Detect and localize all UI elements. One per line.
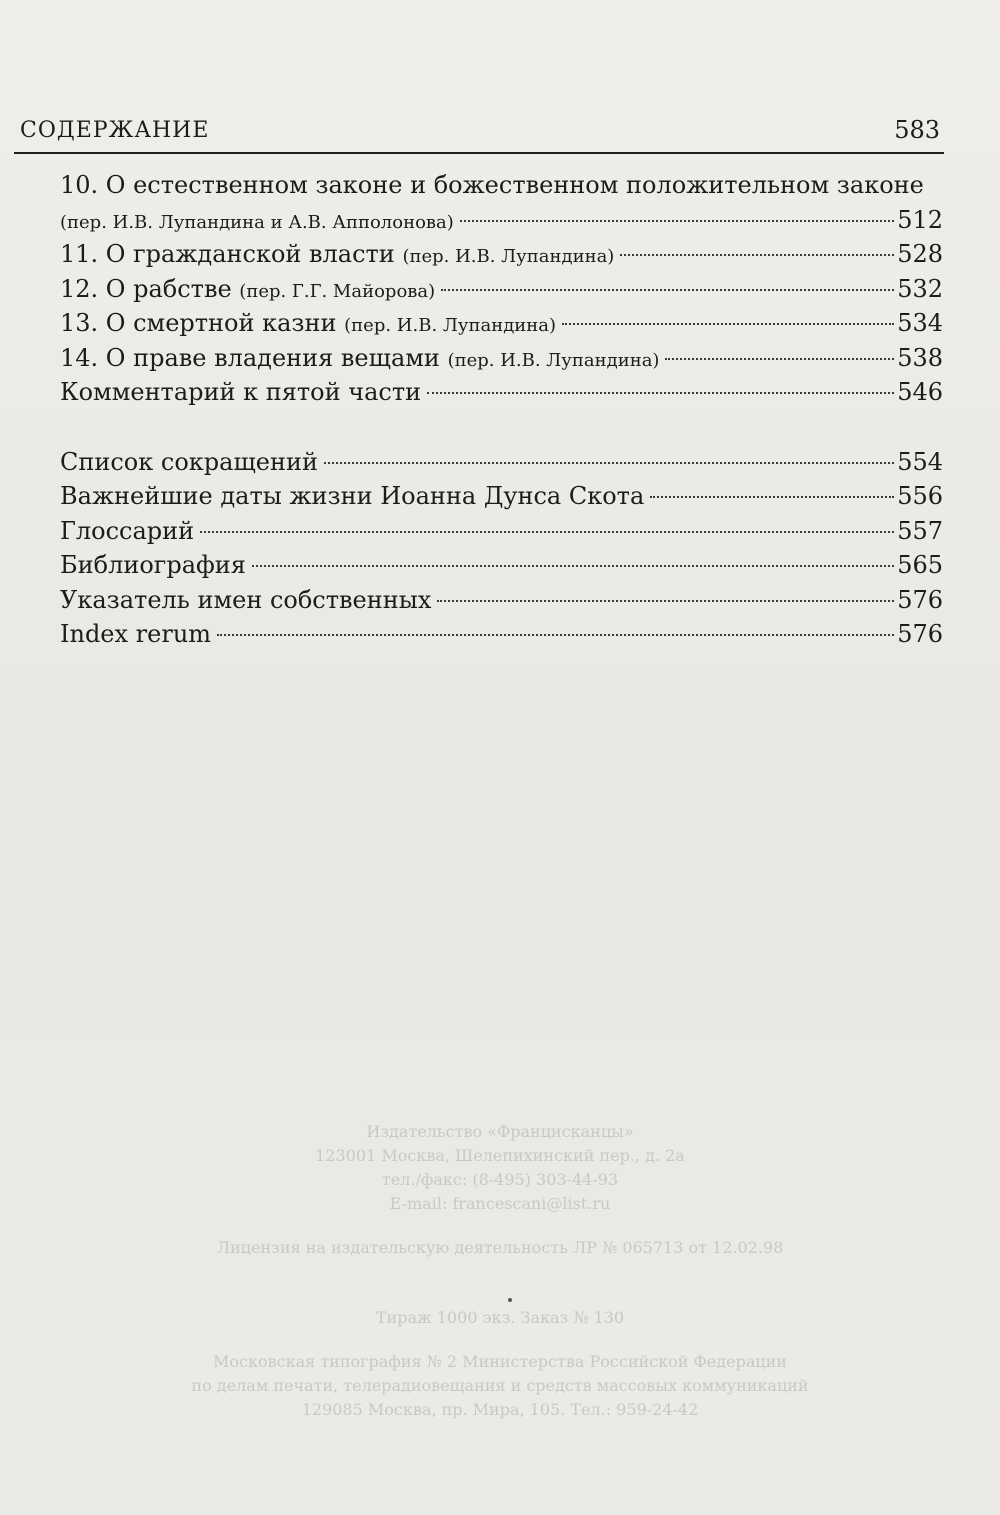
toc-entry-title: Важнейшие даты жизни Иоанна Дунса Скота	[60, 482, 645, 510]
dot-leader	[427, 392, 894, 394]
dot-leader	[650, 496, 894, 498]
toc-entry-abbreviations[interactable]	[60, 445, 943, 480]
dot-leader	[665, 358, 894, 360]
imprint-line: Тираж 1000 экз. Заказ № 130	[375, 1308, 625, 1327]
toc-entry-glossary[interactable]	[60, 514, 943, 549]
toc-entry-bibliography[interactable]	[60, 548, 943, 583]
dot-leader	[562, 323, 894, 325]
toc-entry-title: Index rerum	[60, 620, 212, 648]
imprint-line: E-mail: francescani@list.ru	[389, 1194, 611, 1213]
toc-entry-translator: (пер. И.В. Лупандина)	[447, 349, 660, 371]
toc-entry-translator: (пер. Г.Г. Майорова)	[239, 280, 436, 302]
imprint-line: 129085 Москва, пр. Мира, 105. Тел.: 959-24-42	[301, 1400, 699, 1419]
toc-entry-page: 538	[897, 343, 943, 372]
imprint-line: по делам печати, телерадиовещания и средств массовых коммуникаций	[191, 1376, 809, 1395]
toc-entry-title: 13. О смертной казни	[60, 309, 345, 337]
dot-leader	[252, 565, 894, 567]
toc-entry-page: 556	[897, 482, 943, 510]
toc-entry-index-rerum[interactable]	[60, 617, 943, 652]
toc-entry-12[interactable]	[60, 272, 943, 307]
running-head	[14, 112, 944, 154]
dot-leader	[200, 531, 894, 533]
toc-entry-dates[interactable]	[60, 479, 943, 514]
toc-entry-title: Указатель имен собственных	[60, 585, 432, 614]
toc-entry-page: 565	[897, 551, 943, 579]
dot-leader	[217, 634, 894, 636]
imprint-bleedthrough	[0, 1120, 1000, 1442]
toc-entry-10-first-line: 10. О естественном законе и божественном положительном законе	[60, 171, 924, 199]
toc-entry-page: 534	[897, 309, 943, 337]
toc-entry-page: 554	[897, 447, 943, 476]
toc-entry-11[interactable]	[60, 237, 943, 272]
toc-entry-page: 528	[897, 240, 943, 268]
table-of-contents	[60, 168, 943, 652]
toc-entry-10[interactable]	[60, 203, 943, 238]
dot-leader	[441, 289, 894, 291]
toc-entry-translator: (пер. И.В. Лупандина)	[344, 315, 557, 336]
running-head-title: СОДЕРЖАНИЕ	[20, 118, 210, 143]
dot-leader	[620, 254, 894, 256]
publisher-info	[0, 1120, 1000, 1216]
toc-entry-title: 12. О рабстве	[60, 274, 240, 303]
imprint-line: Издательство «Францисканцы»	[366, 1122, 634, 1141]
toc-entry-13[interactable]	[60, 306, 943, 341]
toc-entry-title: Комментарий к пятой части	[60, 378, 422, 406]
imprint-line: Московская типография № 2 Министерства Российской Федерации	[213, 1352, 787, 1371]
toc-entry-page: 576	[897, 585, 943, 614]
imprint-line: Лицензия на издательскую деятельность ЛР № 065713 от 12.02.98	[216, 1238, 784, 1257]
toc-entry-commentary[interactable]	[60, 375, 943, 410]
dot-leader	[324, 462, 894, 464]
print-run-info	[0, 1306, 1000, 1330]
toc-entry-translator: (пер. И.В. Лупандина)	[402, 246, 615, 267]
toc-entry-page: 546	[897, 378, 943, 406]
toc-entry-title: 14. О праве владения вещами	[60, 343, 448, 372]
ink-speck	[508, 1298, 512, 1302]
toc-entry-page: 532	[897, 274, 943, 303]
dot-leader	[437, 600, 894, 602]
toc-entry-translator: (пер. И.В. Лупандина и А.В. Апполонова)	[60, 211, 454, 233]
dot-leader	[460, 220, 894, 222]
toc-entry-title: Список сокращений	[60, 447, 318, 476]
toc-entry-name-index[interactable]	[60, 583, 943, 618]
toc-entry-page: 557	[897, 516, 943, 545]
licence-info	[0, 1236, 1000, 1260]
toc-entry-page: 512	[897, 205, 943, 234]
section-gap	[60, 410, 943, 445]
printer-info	[0, 1350, 1000, 1422]
page-number: 583	[894, 116, 940, 144]
imprint-line: 123001 Москва, Шелепихинский пер., д. 2а	[315, 1146, 685, 1165]
toc-entry-14[interactable]	[60, 341, 943, 376]
imprint-line: тел./факс: (8-495) 303-44-93	[381, 1170, 619, 1189]
toc-entry-title: 11. О гражданской власти	[60, 240, 403, 268]
toc-entry-page: 576	[897, 620, 943, 648]
toc-entry-title: Глоссарий	[60, 516, 195, 545]
toc-entry-title: Библиография	[60, 551, 246, 579]
